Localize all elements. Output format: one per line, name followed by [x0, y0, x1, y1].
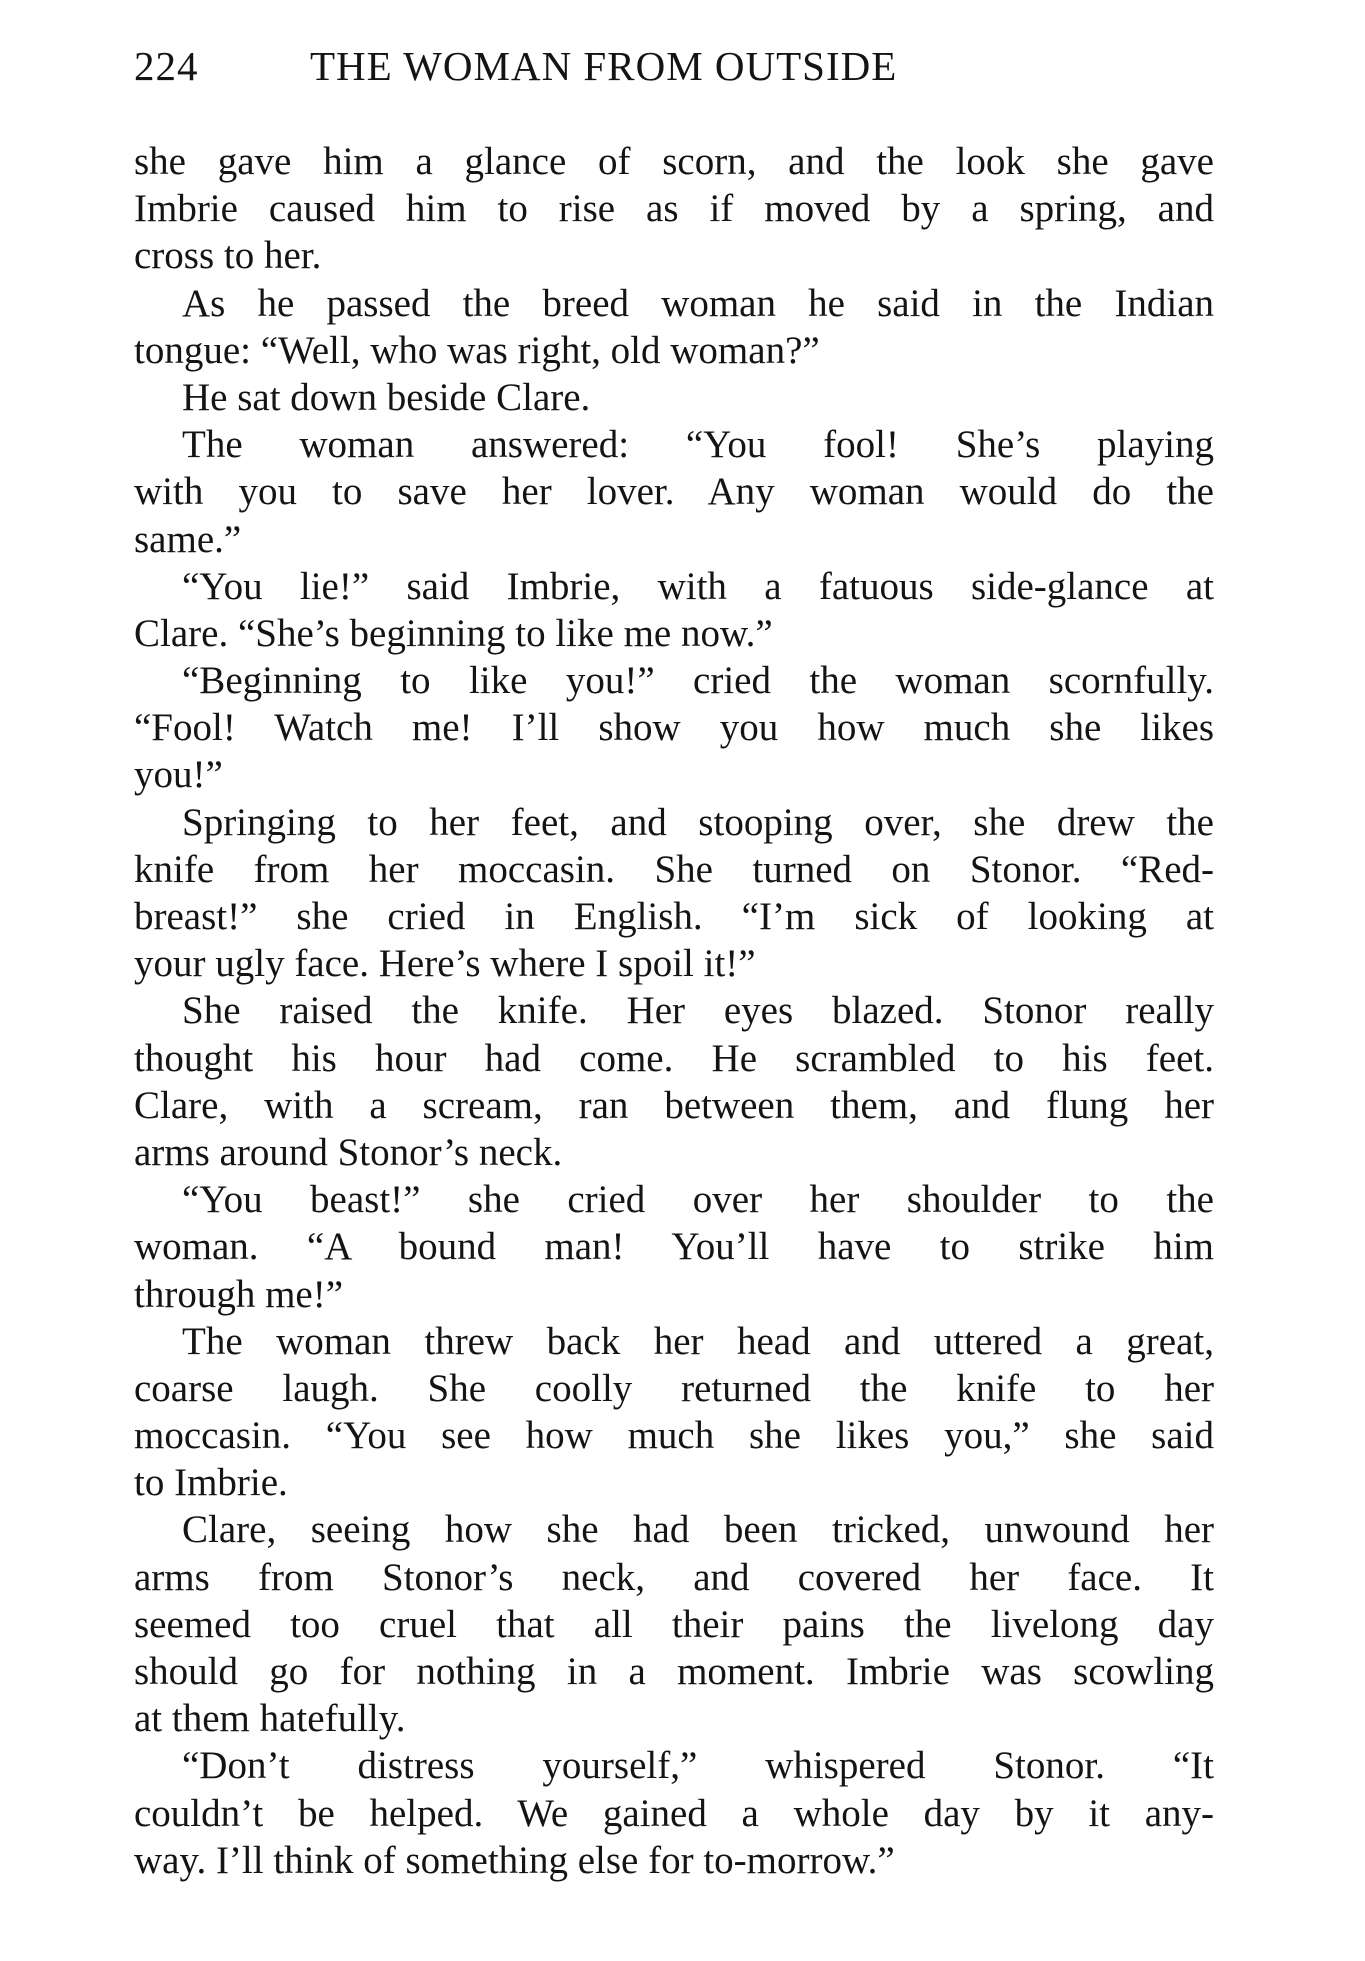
text-line: arms around Stonor’s neck.	[134, 1130, 563, 1174]
page-number: 224	[134, 43, 199, 89]
text-line: arms from Stonor’s neck, and covered her face. It	[134, 1555, 1214, 1599]
text-line: with you to save her lover. Any woman would do the	[134, 470, 1214, 514]
text-line: “Don’t distress yourself,” whispered Stonor. “It	[182, 1744, 1214, 1788]
text-line: The woman threw back her head and uttered a great,	[182, 1319, 1214, 1363]
text-line: woman. “A bound man! You’ll have to strike him	[134, 1225, 1214, 1269]
running-title: THE WOMAN FROM OUTSIDE	[310, 43, 898, 89]
text-line: your ugly face. Here’s where I spoil it!”	[134, 942, 756, 986]
text-line: Clare, with a scream, ran between them, and flung her	[134, 1083, 1214, 1127]
text-line: to Imbrie.	[134, 1461, 288, 1505]
text-line: moccasin. “You see how much she likes you,” she said	[134, 1414, 1214, 1458]
text-line: thought his hour had come. He scrambled to his feet.	[134, 1036, 1214, 1080]
text-line: same.”	[134, 517, 242, 561]
text-line: knife from her moccasin. She turned on Stonor. “Red-	[134, 847, 1214, 891]
text-line: cross to her.	[134, 234, 322, 278]
text-line: breast!” she cried in English. “I’m sick of looking at	[134, 895, 1214, 938]
body-text	[134, 138, 1214, 1884]
text-line: The woman answered: “You fool! She’s playing	[182, 423, 1214, 467]
text-line: at them hatefully.	[134, 1697, 406, 1741]
text-line: “Beginning to like you!” cried the woman scornfully.	[182, 659, 1214, 703]
text-line: she gave him a glance of scorn, and the look she gave	[134, 140, 1214, 183]
text-line: “You beast!” she cried over her shoulder to the	[182, 1178, 1214, 1222]
text-line: seemed too cruel that all their pains the livelong day	[134, 1602, 1214, 1646]
text-line: through me!”	[134, 1272, 344, 1316]
text-line: Clare. “She’s beginning to like me now.”	[134, 611, 773, 655]
text-line: Clare, seeing how she had been tricked, unwound her	[182, 1508, 1214, 1552]
text-line: coarse laugh. She coolly returned the knife to her	[134, 1366, 1214, 1410]
text-line: He sat down beside Clare.	[182, 375, 591, 419]
text-line: should go for nothing in a moment. Imbrie was scowling	[134, 1650, 1214, 1693]
text-line: couldn’t be helped. We gained a whole day by it any-	[134, 1791, 1214, 1835]
page-header	[134, 38, 1214, 94]
text-line: “Fool! Watch me! I’ll show you how much she likes	[134, 706, 1214, 750]
text-line: She raised the knife. Her eyes blazed. Stonor really	[182, 989, 1214, 1033]
text-line: tongue: “Well, who was right, old woman?”	[134, 328, 820, 372]
text-line: way. I’ll think of something else for to-morrow.”	[134, 1838, 895, 1882]
text-line: As he passed the breed woman he said in the Indian	[182, 281, 1214, 325]
text-line: you!”	[134, 753, 223, 797]
text-line: Springing to her feet, and stooping over, she drew the	[182, 800, 1214, 844]
text-line: “You lie!” said Imbrie, with a fatuous side-glance at	[182, 564, 1214, 608]
text-line: Imbrie caused him to rise as if moved by a spring, and	[134, 187, 1214, 231]
